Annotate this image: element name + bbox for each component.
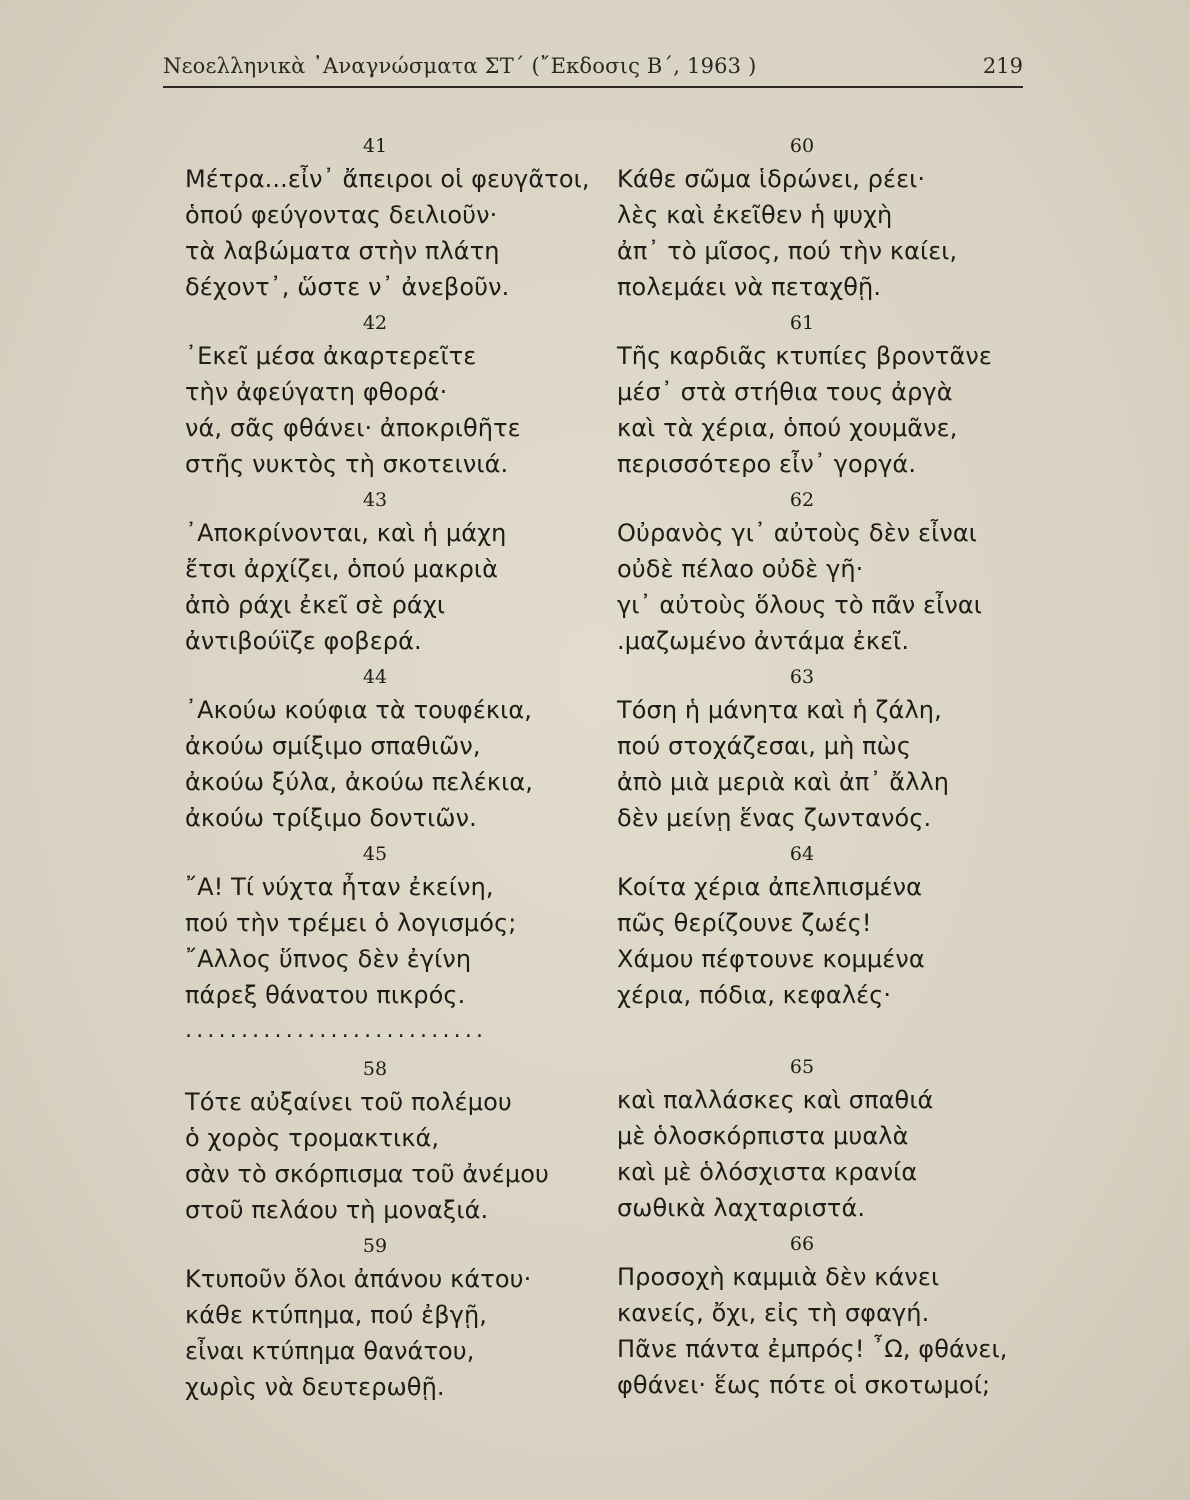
stanza-number: 65 xyxy=(789,1056,815,1078)
stanza-number: 61 xyxy=(789,312,815,334)
stanza-number: 63 xyxy=(789,666,815,688)
right-column xyxy=(617,128,1057,1403)
verse-line: σωθικὰ λαχταριστά. xyxy=(617,1194,866,1222)
verse-line: Μέτρα...εἶν᾿ ἄπειροι οἱ φευγᾶτοι, xyxy=(185,165,590,193)
verse-line: κανείς, ὄχι, εἰς τὴ σφαγή. xyxy=(617,1299,930,1327)
verse-line: δὲν μείνῃ ἕνας ζωντανός. xyxy=(617,804,932,832)
verse-line: νά, σᾶς φθάνει· ἀποκριθῆτε xyxy=(185,414,521,442)
stanza-43 xyxy=(185,485,625,659)
verse-line: ῎Αλλος ὕπνος δὲν ἐγίνη xyxy=(185,945,472,973)
stanza-number: 43 xyxy=(362,489,388,511)
verse-line: μὲ ὁλοσκόρπιστα μυαλὰ xyxy=(617,1122,909,1150)
stanza-65 xyxy=(617,1052,1057,1226)
verse-line: καὶ τὰ χέρια, ὁπού χουμᾶνε, xyxy=(617,414,958,442)
stanza-number: 59 xyxy=(362,1235,388,1257)
stanza-66 xyxy=(617,1229,1057,1403)
stanza-45 xyxy=(185,839,625,1013)
stanza-60 xyxy=(617,131,1057,305)
verse-line: πάρεξ θάνατου πικρός. xyxy=(185,981,466,1009)
ellipsis-divider: ........................... xyxy=(185,1018,488,1043)
verse-line: ἀπὸ μιὰ μεριὰ καὶ ἀπ᾿ ἄλλη xyxy=(617,768,950,796)
verse-line: Χάμου πέφτουνε κομμένα xyxy=(617,945,925,973)
verse-line: στοῦ πελάου τὴ μοναξιά. xyxy=(185,1196,489,1224)
stanza-42 xyxy=(185,308,625,482)
stanza-number: 66 xyxy=(789,1233,815,1255)
stanza-61 xyxy=(617,308,1057,482)
verse-line: πού τὴν τρέμει ὁ λογισμός; xyxy=(185,909,517,937)
stanza-41 xyxy=(185,131,625,305)
stanza-58 xyxy=(185,1054,625,1228)
stanza-63 xyxy=(617,662,1057,836)
verse-line: ἀκούω τρίξιμο δοντιῶν. xyxy=(185,804,477,832)
stanza-44 xyxy=(185,662,625,836)
stanza-number: 41 xyxy=(362,135,388,157)
verse-line: .μαζωμένο ἀντάμα ἐκεῖ. xyxy=(617,627,910,655)
verse-line: ῎Α! Τί νύχτα ἦταν ἐκείνη, xyxy=(185,873,494,901)
stanza-number: 45 xyxy=(362,843,388,865)
verse-line: καὶ παλλάσκες καὶ σπαθιά xyxy=(617,1086,934,1114)
verse-line: περισσότερο εἶν᾿ γοργά. xyxy=(617,450,917,478)
verse-line: τὰ λαβώματα στὴν πλάτη xyxy=(185,237,500,265)
verse-line: ᾿Ακούω κούφια τὰ τουφέκια, xyxy=(185,696,533,724)
stanza-number: 44 xyxy=(362,666,388,688)
verse-line: λὲς καὶ ἐκεῖθεν ἡ ψυχὴ xyxy=(617,201,893,229)
verse-line: Πᾶνε πάντα ἐμπρός! ῏Ω, φθάνει, xyxy=(617,1335,1008,1363)
verse-line: πού στοχάζεσαι, μὴ πὼς xyxy=(617,732,912,760)
verse-line: Τῆς καρδιᾶς κτυπίες βροντᾶνε xyxy=(617,342,992,370)
verse-line: πολεμάει νὰ πεταχθῇ. xyxy=(617,273,882,301)
verse-line: γι᾿ αὐτοὺς ὅλους τὸ πᾶν εἶναι xyxy=(617,591,982,619)
verse-line: τὴν ἀφεύγατη φθορά· xyxy=(185,378,448,406)
stanza-64 xyxy=(617,839,1057,1013)
running-head xyxy=(163,48,1023,84)
verse-line: στῆς νυκτὸς τὴ σκοτεινιά. xyxy=(185,450,509,478)
verse-line: εἶναι κτύπημα θανάτου, xyxy=(185,1337,475,1365)
verse-line: Οὐρανὸς γι᾿ αὐτοὺς δὲν εἶναι xyxy=(617,519,977,547)
verse-line: δέχοντ᾿, ὥστε ν᾿ ἀνεβοῦν. xyxy=(185,273,510,301)
verse-line: ἔτσι ἀρχίζει, ὁπού μακριὰ xyxy=(185,555,499,583)
verse-line: φθάνει· ἕως πότε οἱ σκοτωμοί; xyxy=(617,1371,991,1399)
book-title: Νεοελληνικὰ ᾿Αναγνώσματα ΣΤ΄ (῎Εκδοσις Β΄, 1963 ) xyxy=(163,54,757,78)
verse-line: σὰν τὸ σκόρπισμα τοῦ ἀνέμου xyxy=(185,1160,549,1188)
verse-line: ᾿Αποκρίνονται, καὶ ἡ μάχη xyxy=(185,519,507,547)
stanza-number: 64 xyxy=(789,843,815,865)
verse-line: ἀκούω σμίξιμο σπαθιῶν, xyxy=(185,732,481,760)
verse-line: ᾿Εκεῖ μέσα ἀκαρτερεῖτε xyxy=(185,342,477,370)
left-column xyxy=(185,128,625,1405)
verse-line: χωρὶς νὰ δευτερωθῇ. xyxy=(185,1373,445,1401)
verse-line: Κτυποῦν ὅλοι ἀπάνου κάτου· xyxy=(185,1265,532,1293)
verse-line: ἀπ᾿ τὸ μῖσος, πού τὴν καίει, xyxy=(617,237,958,265)
verse-line: καὶ μὲ ὁλόσχιστα κρανία xyxy=(617,1158,918,1186)
header-rule xyxy=(163,86,1023,88)
stanza-number: 58 xyxy=(362,1058,388,1080)
stanza-62 xyxy=(617,485,1057,659)
stanza-number: 42 xyxy=(362,312,388,334)
verse-line: πῶς θερίζουνε ζωές! xyxy=(617,909,872,937)
verse-line: ὁ χορὸς τρομακτικά, xyxy=(185,1124,440,1152)
verse-line: Κοίτα χέρια ἀπελπισμένα xyxy=(617,873,923,901)
verse-line: Τότε αὐξαίνει τοῦ πολέμου xyxy=(185,1088,512,1116)
verse-line: Τόση ἡ μάνητα καὶ ἡ ζάλη, xyxy=(617,696,942,724)
stanza-number: 60 xyxy=(789,135,815,157)
verse-line: οὐδὲ πέλαο οὐδὲ γῆ· xyxy=(617,555,864,583)
verse-line: ἀντιβούϊζε φοβερά. xyxy=(185,627,422,655)
verse-line: Προσοχὴ καμμιὰ δὲν κάνει xyxy=(617,1263,940,1291)
stanza-number: 62 xyxy=(789,489,815,511)
verse-line: κάθε κτύπημα, πού ἐβγῇ, xyxy=(185,1301,488,1329)
verse-line: ἀκούω ξύλα, ἀκούω πελέκια, xyxy=(185,768,533,796)
stanza-59 xyxy=(185,1231,625,1405)
verse-line: ἀπὸ ράχι ἐκεῖ σὲ ράχι xyxy=(185,591,446,619)
verse-line: ὁπού φεύγοντας δειλιοῦν· xyxy=(185,201,498,229)
page-number: 219 xyxy=(982,54,1023,78)
verse-line: χέρια, πόδια, κεφαλές· xyxy=(617,981,892,1009)
verse-line: μέσ᾿ στὰ στήθια τους ἀργὰ xyxy=(617,378,953,406)
section-gap xyxy=(617,1013,1057,1049)
verse-line: Κάθε σῶμα ἱδρώνει, ρέει· xyxy=(617,165,926,193)
